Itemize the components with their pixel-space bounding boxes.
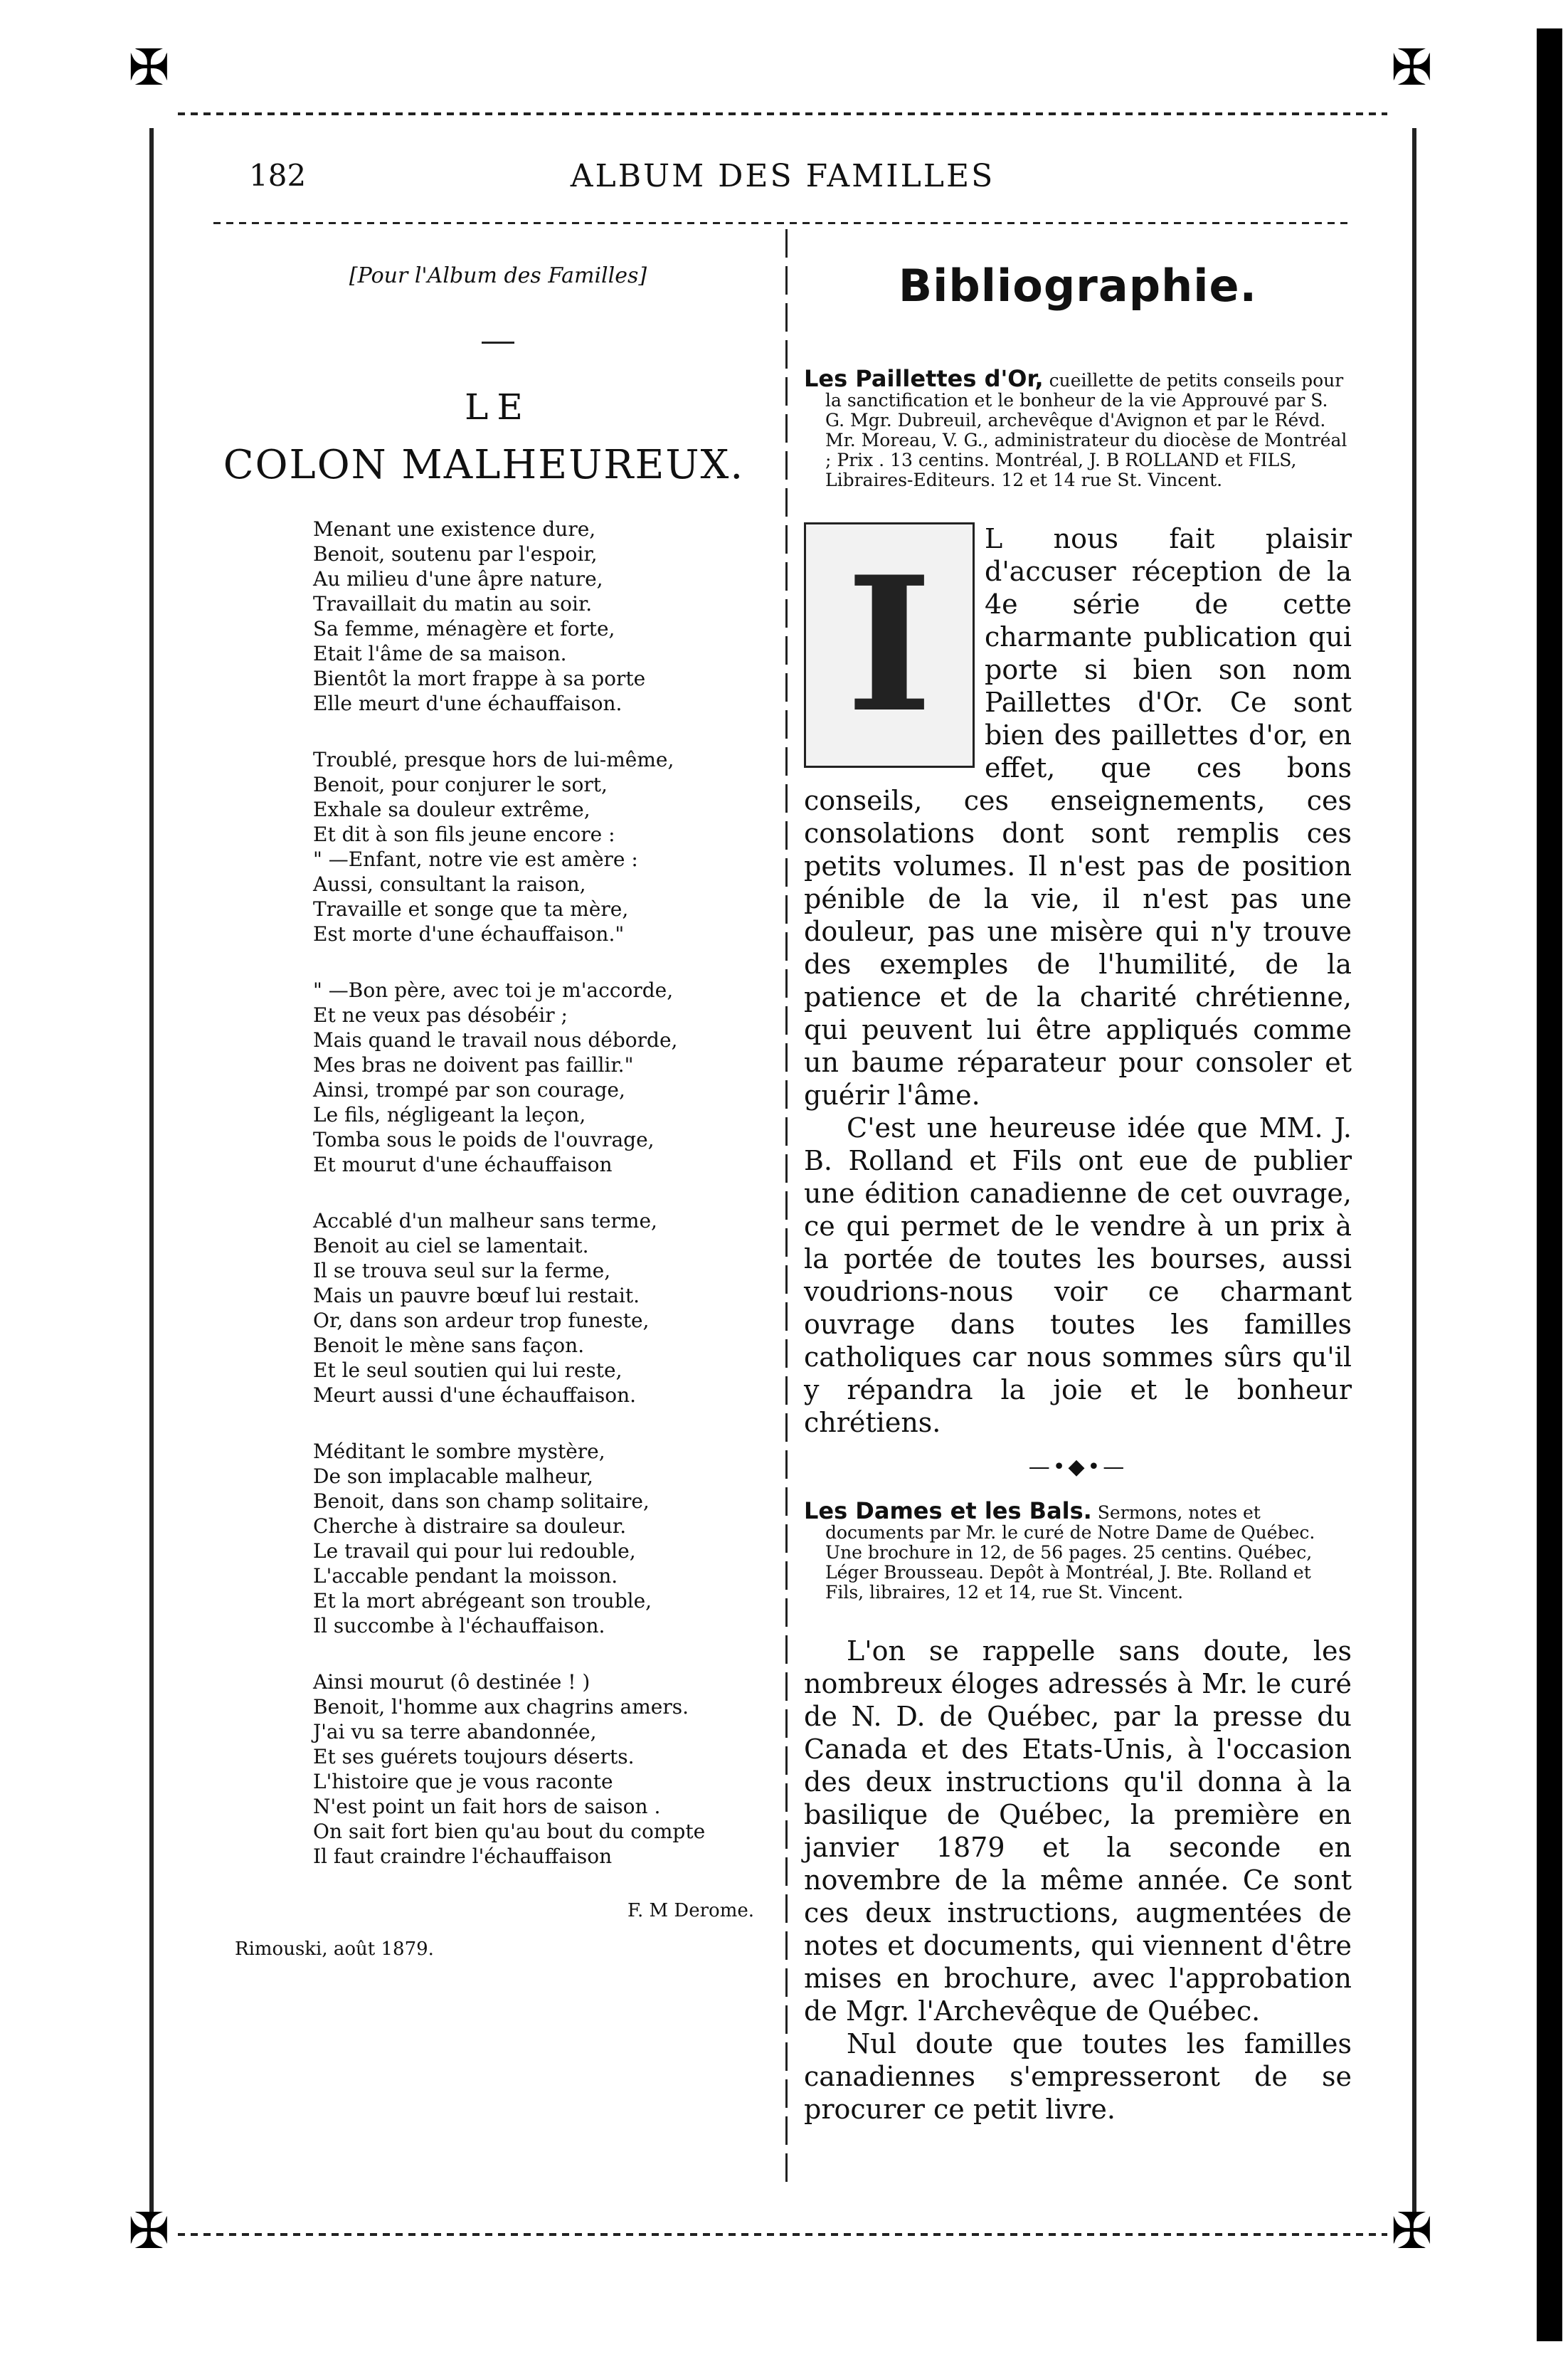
page-header <box>178 158 1387 215</box>
poem-line: Menant une existence dure, <box>313 517 596 541</box>
poem-line: Benoit, pour conjurer le sort, <box>313 773 608 796</box>
poem-line: Ainsi, trompé par son courage, <box>313 1078 625 1102</box>
poem-title-article: LE <box>465 386 531 428</box>
left-border-rule <box>149 128 154 2213</box>
poem-stanza <box>313 1208 768 1408</box>
poem-line: Benoit au ciel se lamentait. <box>313 1234 589 1257</box>
poem-line: Il se trouva seul sur la ferme, <box>313 1259 611 1282</box>
bottom-ornament-rule <box>178 2233 1387 2236</box>
poem-line: Le travail qui pour lui redouble, <box>313 1539 636 1563</box>
poem-line: Et le seul soutien qui lui reste, <box>313 1358 623 1382</box>
place-date: Rimouski, août 1879. <box>235 1938 434 1960</box>
poem-line: L'histoire que je vous raconte <box>313 1770 613 1793</box>
right-edge-bar <box>1537 28 1562 2341</box>
poem-stanza <box>313 978 768 1177</box>
poem-line: " —Bon père, avec toi je m'accorde, <box>313 978 674 1002</box>
running-title: ALBUM DES FAMILLES <box>570 158 995 194</box>
poem-line: Or, dans son ardeur trop funeste, <box>313 1309 650 1332</box>
poem-line: Au milieu d'une âpre nature, <box>313 567 603 591</box>
column-divider <box>785 229 788 2186</box>
poem-line: Etait l'âme de sa maison. <box>313 642 567 665</box>
poem-line: Tomba sous le poids de l'ouvrage, <box>313 1128 655 1151</box>
page-number: 182 <box>249 158 307 193</box>
review-dames <box>804 1635 1352 2126</box>
bib-entry-title: Les Dames et les Bals. <box>804 1497 1092 1524</box>
bib-entry-details: cueillette de petits conseils pour la sanctification et le bonheur de la vie Approuvé par S. G. Mgr. Dubreuil, archevêque d'Avignon et par le Révd. Mr. Moreau, V. G., administrateur du diocèse de Montréal ; Prix . 13 centins. Montréal, J. B ROLLAND et FILS, Libraires-Editeurs. 12 et 14 rue St. Vincent. <box>825 370 1347 490</box>
poem-line: Est morte d'une échauffaison." <box>313 922 625 946</box>
poem-line: Elle meurt d'une échauffaison. <box>313 692 623 715</box>
poem-line: Il faut craindre l'échauffaison <box>313 1845 613 1868</box>
poem-stanza <box>313 1439 768 1638</box>
poem-line: Et la mort abrégeant son trouble, <box>313 1589 652 1613</box>
poem-line: Et mourut d'une échauffaison <box>313 1153 613 1176</box>
paragraph: Nul doute que toutes les familles canadiennes s'empresseront de se procurer ce petit livre. <box>804 2028 1352 2125</box>
poem-line: De son implacable malheur, <box>313 1465 593 1488</box>
poem-line: Méditant le sombre mystère, <box>313 1440 605 1463</box>
poem-line: Mes bras ne doivent pas faillir." <box>313 1053 634 1077</box>
poem-line: Ainsi mourut (ô destinée ! ) <box>313 1670 590 1694</box>
corner-ornament-icon: ✠ <box>128 38 170 97</box>
corner-ornament-icon: ✠ <box>1391 2202 1433 2260</box>
poem-line: N'est point un fait hors de saison . <box>313 1795 661 1818</box>
corner-ornament-icon: ✠ <box>1391 38 1433 97</box>
bib-entry-title: Les Paillettes d'Or, <box>804 365 1044 392</box>
poem-line: Benoit, soutenu par l'espoir, <box>313 542 598 566</box>
header-rule <box>213 222 1352 224</box>
poem-line: Le fils, négligeant la leçon, <box>313 1103 586 1127</box>
paragraph: C'est une heureuse idée que MM. J. B. Rolland et Fils ont eue de publier une édition canadienne de cet ouvrage, ce qui permet de le vendre à un prix à la portée de toutes les bourses, aussi voudrions-nous voir ce charmant ouvrage dans toutes les familles catholiques car nous sommes sûrs qu'il y répandra la joie et le bonheur chrétiens. <box>804 1112 1352 1438</box>
poem-line: Mais un pauvre bœuf lui restait. <box>313 1284 640 1307</box>
poem-line: L'accable pendant la moisson. <box>313 1564 618 1588</box>
bib-entry-paillettes <box>804 365 1352 490</box>
poem-line: Cherche à distraire sa douleur. <box>313 1514 627 1538</box>
poem-line: " —Enfant, notre vie est amère : <box>313 848 638 871</box>
poem-line: Et ses guérets toujours déserts. <box>313 1745 635 1768</box>
title-dash <box>482 342 514 344</box>
poem-line: J'ai vu sa terre abandonnée, <box>313 1720 597 1743</box>
poem-line: Troublé, presque hors de lui-même, <box>313 748 674 771</box>
poem-line: Il succombe à l'échauffaison. <box>313 1614 605 1637</box>
poem-line: Exhale sa douleur extrême, <box>313 798 590 821</box>
right-border-rule <box>1412 128 1416 2213</box>
top-ornament-rule <box>178 112 1387 115</box>
poem-line: Travaillait du matin au soir. <box>313 592 593 616</box>
poem-line: Sa femme, ménagère et forte, <box>313 617 615 640</box>
poem-line: Meurt aussi d'une échauffaison. <box>313 1383 637 1407</box>
poem-line: Bientôt la mort frappe à sa porte <box>313 667 646 690</box>
author-signature: F. M Derome. <box>627 1900 754 1921</box>
poem-line: Benoit le mène sans façon. <box>313 1334 585 1357</box>
review-paillettes <box>804 522 1352 1439</box>
poem-body <box>228 517 768 1869</box>
poem-title: COLON MALHEUREUX. <box>223 442 745 488</box>
bibliography-column <box>804 260 1352 2126</box>
poem-line: On sait fort bien qu'au bout du compte <box>313 1820 706 1843</box>
poem-line: Aussi, consultant la raison, <box>313 872 586 896</box>
illuminated-initial: I <box>804 522 975 768</box>
poem-stanza <box>313 1669 768 1869</box>
corner-ornament-icon: ✠ <box>128 2202 170 2260</box>
poem-line: Et ne veux pas désobéir ; <box>313 1003 568 1027</box>
paragraph: L'on se rappelle sans doute, les nombreux éloges adressés à Mr. le curé de N. D. de Québec, par la presse du Canada et des Etats-Unis, à l'occasion des deux instructions qu'il donna à la basilique de Québec, la première en janvier 1879 et la seconde en novembre de la même année. Ce sont ces deux instructions, augmentées de notes et documents, qui viennent d'être mises en brochure, avec l'approbation de Mgr. l'Archevêque de Québec. <box>804 1635 1352 2027</box>
dedication: [Pour l'Album des Familles] <box>349 263 647 288</box>
bib-entry-dames <box>804 1497 1352 1603</box>
poem-stanza <box>313 747 768 946</box>
poem-line: Benoit, l'homme aux chagrins amers. <box>313 1695 689 1719</box>
poem-stanza <box>313 517 768 716</box>
ornamental-separator: —•◆•— <box>1028 1455 1128 1479</box>
paragraph: L nous fait plaisir d'accuser réception de la 4e série de cette charmante publication qui porte si bien son nom Paillettes d'Or. Ce sont bien des paillettes d'or, en effet, que ces bons conseils, ces enseignements, ces consolations dont sont remplis ces petits volumes. Il n'est pas de position pénible de la vie, il n'est pas une douleur, pas une misère qui n'y trouve des exemples de l'humilité, de la patience et de la charité chrétienne, qui peuvent lui être appliqués comme un baume réparateur pour consoler et guérir l'âme. <box>804 523 1352 1111</box>
poem-column <box>223 263 768 1960</box>
poem-line: Mais quand le travail nous déborde, <box>313 1028 678 1052</box>
poem-line: Accablé d'un malheur sans terme, <box>313 1209 657 1233</box>
poem-line: Travaille et songe que ta mère, <box>313 897 629 921</box>
poem-line: Benoit, dans son champ solitaire, <box>313 1489 650 1513</box>
section-heading: Bibliographie. <box>898 260 1258 312</box>
bib-entry-details: Sermons, notes et documents par Mr. le curé de Notre Dame de Québec. Une brochure in 12, de 56 pages. 25 centins. Québec, Léger Brousseau. Depôt à Montréal, J. Bte. Rolland et Fils, libraires, 12 et 14, rue St. Vincent. <box>825 1502 1315 1603</box>
poem-line: Et dit à son fils jeune encore : <box>313 823 615 846</box>
